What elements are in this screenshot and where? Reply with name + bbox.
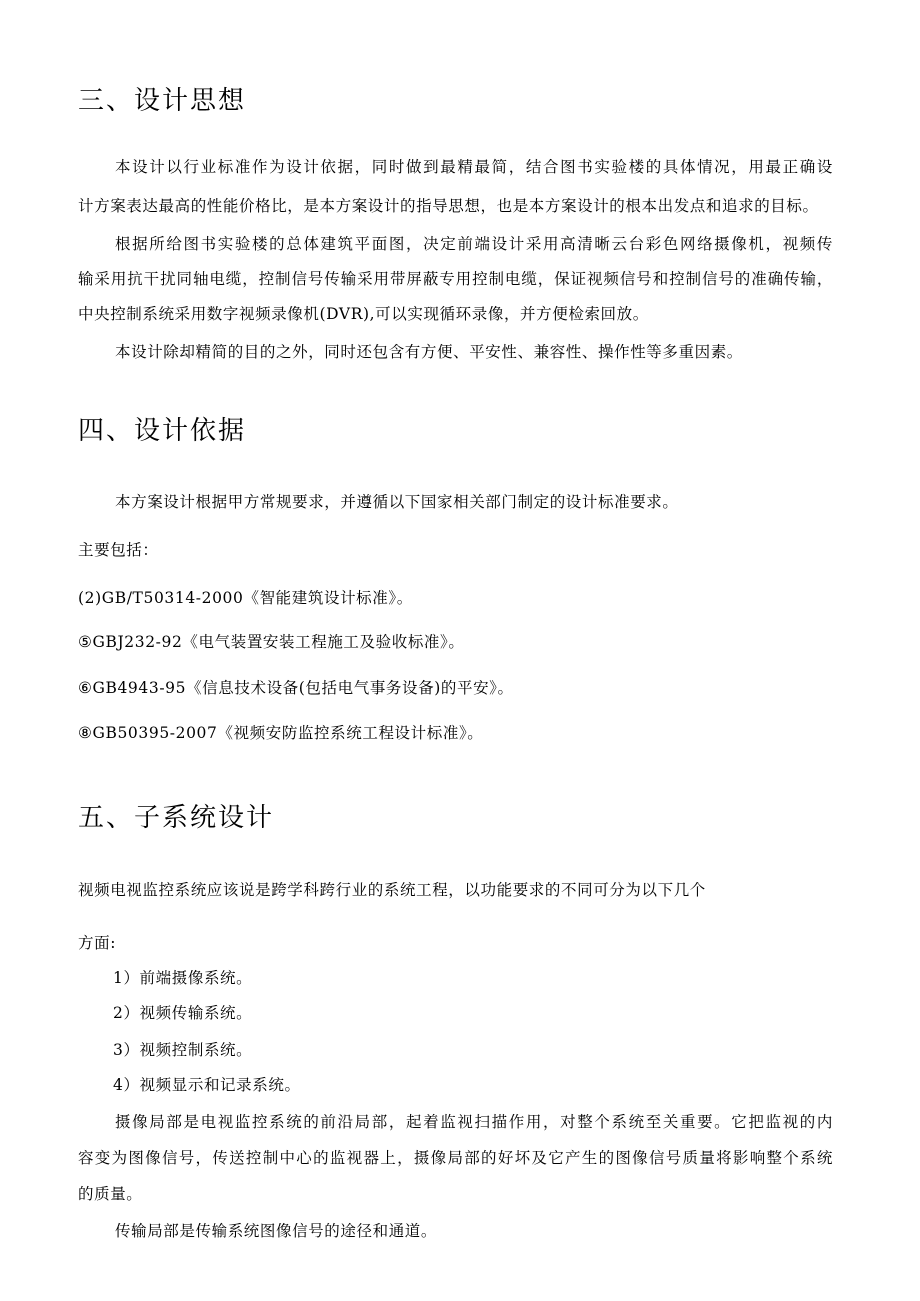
list-item: 4）视频显示和记录系统。 bbox=[113, 1076, 301, 1094]
list-item: 1）前端摄像系统。 bbox=[113, 969, 253, 987]
paragraph-line: 本设计除却精简的目的之外，同时还包含有方便、平安性、兼容性、操作性等多重因素。 bbox=[115, 343, 743, 361]
paragraph-line: 的质量。 bbox=[78, 1185, 143, 1203]
standard-item: (2)GB/T50314-2000《智能建筑设计标准》。 bbox=[78, 589, 413, 607]
standard-item: ⑤GBJ232-92《电气装置安装工程施工及验收标准》。 bbox=[78, 633, 465, 651]
section-heading-design-idea: 三、设计思想 bbox=[78, 86, 247, 116]
section-heading-subsystem-design: 五、子系统设计 bbox=[78, 803, 275, 833]
paragraph-line: 输采用抗干扰同轴电缆，控制信号传输采用带屏蔽专用控制电缆，保证视频信号和控制信号的准确传输， bbox=[78, 270, 833, 288]
paragraph-line: 中央控制系统采用数字视频录像机(DVR),可以实现循环录像，并方便检索回放。 bbox=[78, 305, 649, 323]
paragraph-line: 摄像局部是电视监控系统的前沿局部，起着监视扫描作用，对整个系统至关重要。它把监视的内 bbox=[115, 1113, 833, 1131]
paragraph-line: 本方案设计根据甲方常规要求，并遵循以下国家相关部门制定的设计标准要求。 bbox=[115, 493, 679, 511]
paragraph-line: 视频电视监控系统应该说是跨学科跨行业的系统工程，以功能要求的不同可分为以下几个 bbox=[78, 881, 706, 899]
paragraph-line: 容变为图像信号，传送控制中心的监视器上，摄像局部的好坏及它产生的图像信号质量将影响整个系统 bbox=[78, 1149, 833, 1167]
paragraph-line: 本设计以行业标准作为设计依据，同时做到最精最简，结合图书实验楼的具体情况，用最正确设 bbox=[115, 158, 833, 176]
paragraph-line: 方面: bbox=[78, 934, 117, 952]
standard-item: ⑥GB4943-95《信息技术设备(包括电气事务设备)的平安》。 bbox=[78, 679, 514, 697]
section-heading-design-basis: 四、设计依据 bbox=[78, 416, 247, 446]
list-item: 3）视频控制系统。 bbox=[113, 1041, 253, 1059]
paragraph-line: 根据所给图书实验楼的总体建筑平面图，决定前端设计采用高清晰云台彩色网络摄像机，视频传 bbox=[115, 235, 833, 253]
list-item: 2）视频传输系统。 bbox=[113, 1004, 253, 1022]
paragraph-line: 传输局部是传输系统图像信号的途径和通道。 bbox=[115, 1222, 438, 1240]
paragraph-line: 计方案表达最高的性能价格比，是本方案设计的指导思想，也是本方案设计的根本出发点和追求的目标。 bbox=[78, 197, 819, 215]
paragraph-line: 主要包括： bbox=[78, 541, 159, 559]
standard-item: ⑧GB50395-2007《视频安防监控系统工程设计标准》。 bbox=[78, 724, 484, 742]
